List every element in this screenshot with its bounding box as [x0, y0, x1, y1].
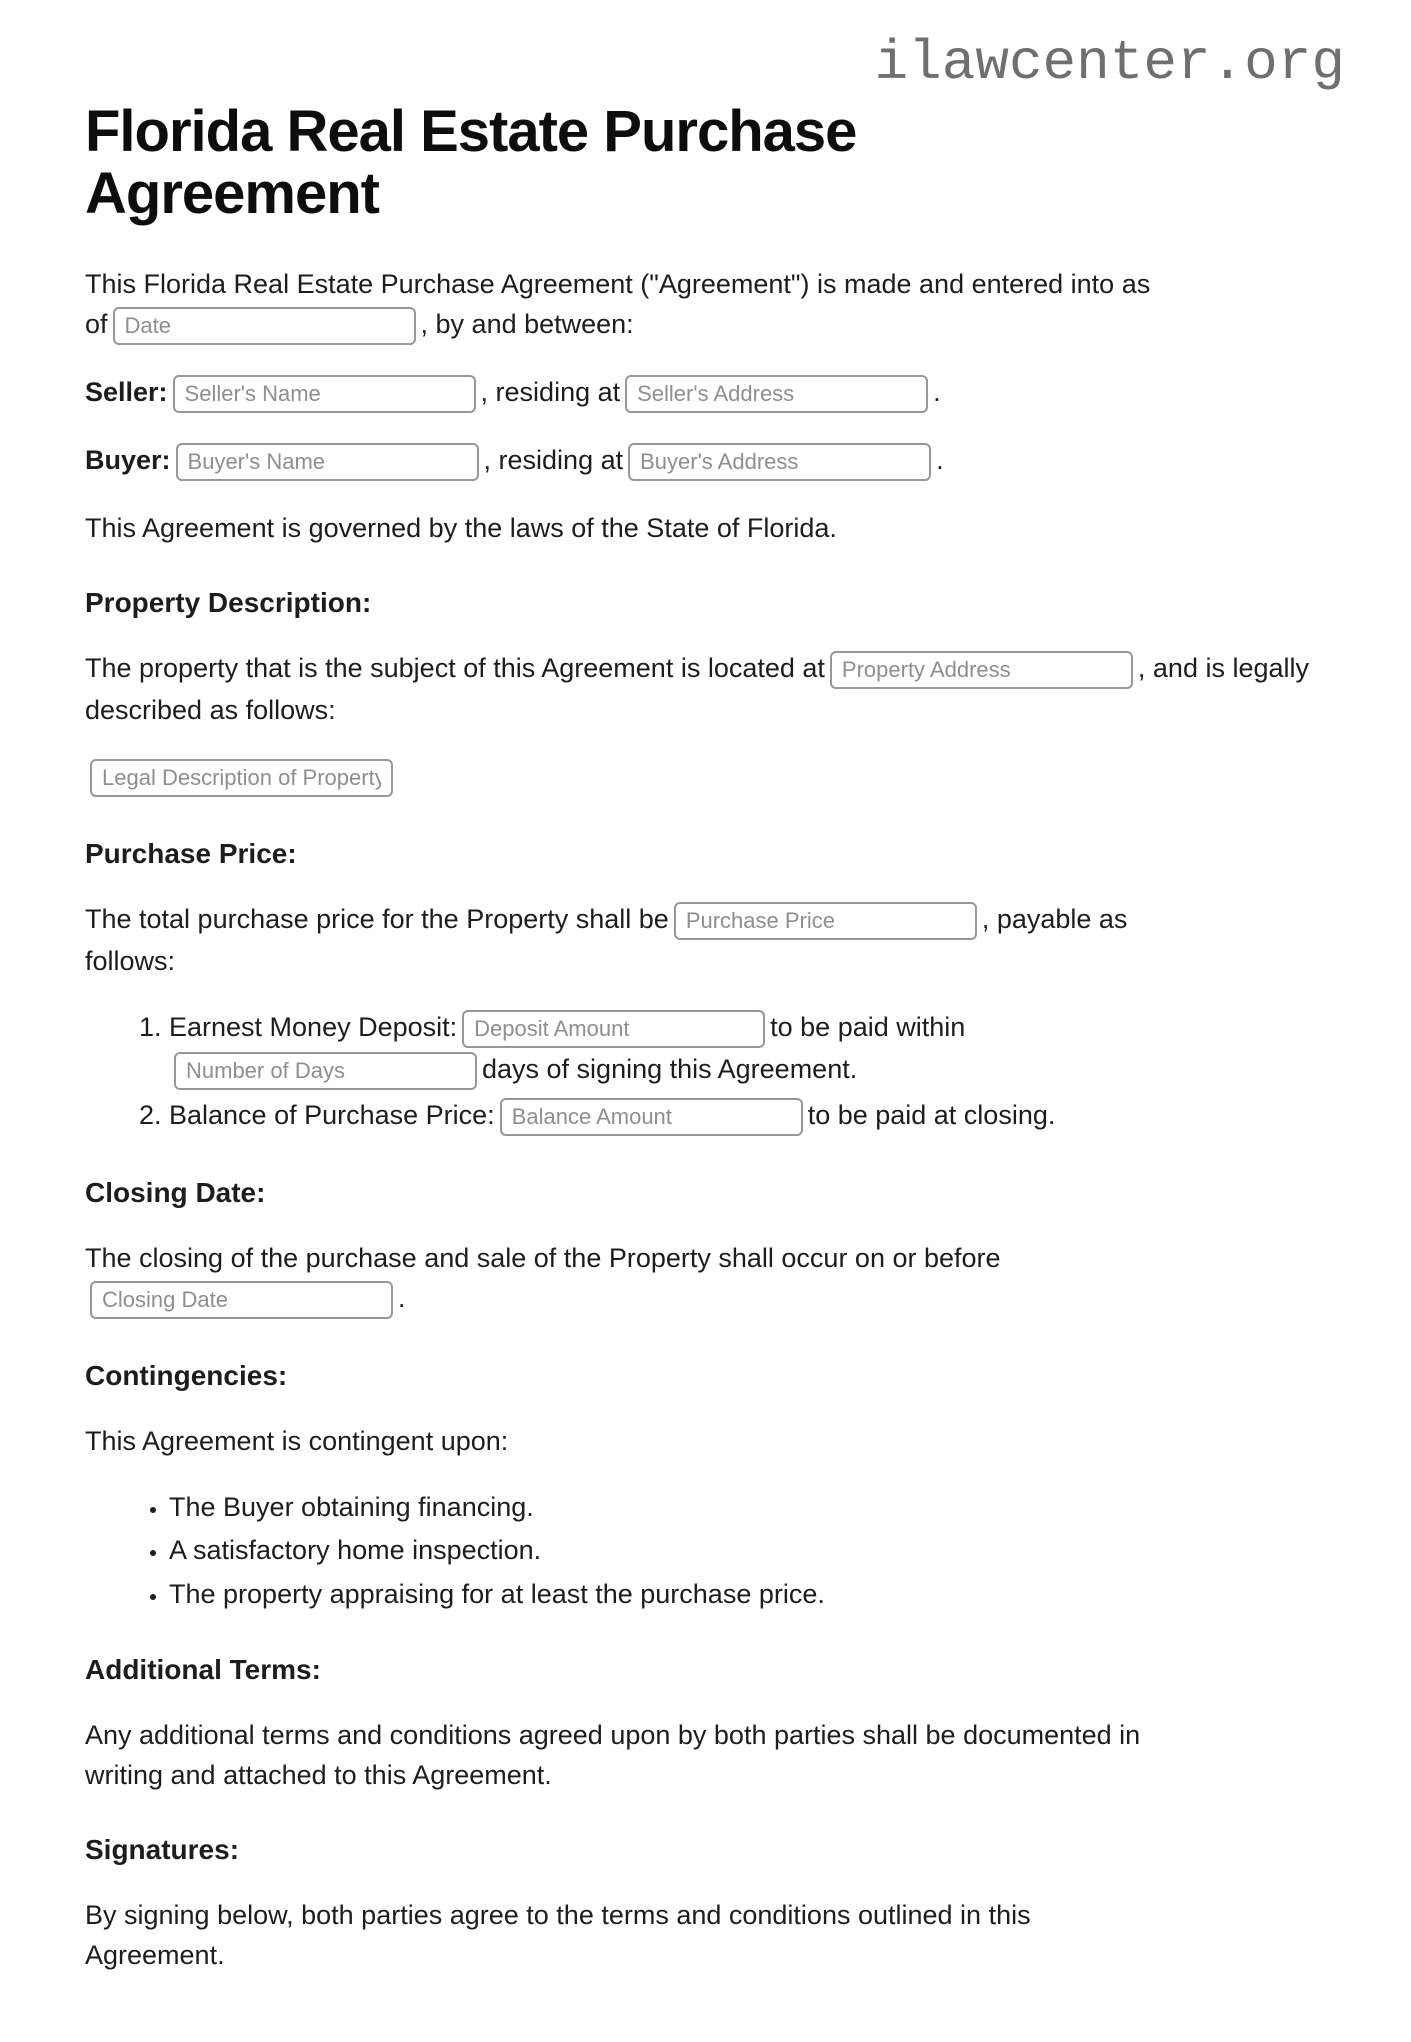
deposit-text-middle: to be paid within — [770, 1012, 966, 1043]
property-text-before: The property that is the subject of this Agreement is located at — [85, 653, 825, 684]
signatures-paragraph — [85, 1896, 1345, 1975]
buyer-residing-text: , residing at — [483, 444, 624, 475]
signatures-line1: By signing below, both parties agree to the terms and conditions outlined in this — [85, 1900, 1031, 1931]
deposit-amount-input[interactable] — [462, 1010, 765, 1048]
property-description-heading: Property Description: — [85, 587, 372, 619]
price-text-before: The total purchase price for the Property shall be — [85, 904, 669, 935]
balance-text-after: to be paid at closing. — [807, 1100, 1056, 1131]
additional-terms-line1: Any additional terms and conditions agreed upon by both parties shall be documented in — [85, 1719, 1141, 1750]
signatures-line2: Agreement. — [85, 1940, 225, 1971]
payment-terms-list — [85, 1008, 1325, 1138]
seller-name-input[interactable] — [173, 375, 476, 413]
intro-line1: This Florida Real Estate Purchase Agreement ("Agreement") is made and entered into as — [85, 268, 1151, 299]
governing-law-text: This Agreement is governed by the laws of the State of Florida. — [85, 512, 837, 543]
contingency-item-appraisal: • The property appraising for at least the purchase price. — [169, 1575, 1325, 1615]
contingency-item-financing: • The Buyer obtaining financing. — [169, 1488, 1325, 1528]
balance-text-before: Balance of Purchase Price: — [169, 1100, 495, 1131]
contingency-item-inspection: • A satisfactory home inspection. — [169, 1531, 1325, 1571]
buyer-label: Buyer: — [85, 444, 171, 475]
contingencies-intro: This Agreement is contingent upon: — [85, 1425, 509, 1456]
seller-address-input[interactable] — [625, 375, 928, 413]
purchase-price-heading: Purchase Price: — [85, 838, 297, 870]
signatures-heading: Signatures: — [85, 1834, 240, 1866]
closing-period: . — [398, 1282, 406, 1313]
legal-description-input[interactable] — [90, 759, 393, 797]
balance-item — [169, 1096, 1325, 1138]
additional-terms-heading: Additional Terms: — [85, 1653, 321, 1685]
intro-line2-suffix: , by and between: — [420, 308, 634, 339]
deposit-text-after: days of signing this Agreement. — [482, 1054, 858, 1085]
intro-paragraph — [85, 265, 1345, 347]
buyer-address-input[interactable] — [628, 443, 931, 481]
additional-terms-paragraph — [85, 1716, 1345, 1795]
purchase-price-paragraph — [85, 900, 1345, 982]
deposit-text-before: Earnest Money Deposit: — [169, 1012, 458, 1043]
contingency-list — [85, 1488, 1325, 1615]
property-paragraph — [85, 649, 1345, 731]
seller-residing-text: , residing at — [480, 376, 621, 407]
legal-description-row — [85, 757, 1345, 799]
seller-row-period: . — [933, 376, 941, 407]
page-title: Florida Real Estate Purchase Agreement — [85, 98, 857, 226]
seller-row — [85, 373, 1345, 415]
buyer-row-period: . — [936, 444, 944, 475]
purchase-price-input[interactable] — [674, 902, 977, 940]
deposit-item — [169, 1008, 1325, 1092]
number-of-days-input[interactable] — [174, 1052, 477, 1090]
closing-text-line1: The closing of the purchase and sale of the Property shall occur on or before — [85, 1243, 1001, 1274]
price-text-after-line2: follows: — [85, 946, 176, 977]
buyer-name-input[interactable] — [176, 443, 479, 481]
closing-date-input[interactable] — [90, 1281, 393, 1319]
seller-label: Seller: — [85, 376, 168, 407]
buyer-row — [85, 441, 1345, 483]
closing-date-heading: Closing Date: — [85, 1176, 266, 1208]
closing-paragraph — [85, 1239, 1345, 1321]
price-text-after-line1: , payable as — [981, 904, 1128, 935]
contingencies-heading: Contingencies: — [85, 1359, 288, 1391]
site-logo: ilawcenter.org — [874, 31, 1345, 95]
balance-amount-input[interactable] — [500, 1098, 803, 1136]
date-input[interactable] — [113, 307, 416, 345]
property-text-after: , and is legally described as follows: — [85, 653, 1310, 726]
intro-line2-prefix: of — [85, 308, 108, 339]
additional-terms-line2: writing and attached to this Agreement. — [85, 1759, 552, 1790]
property-address-input[interactable] — [830, 651, 1133, 689]
